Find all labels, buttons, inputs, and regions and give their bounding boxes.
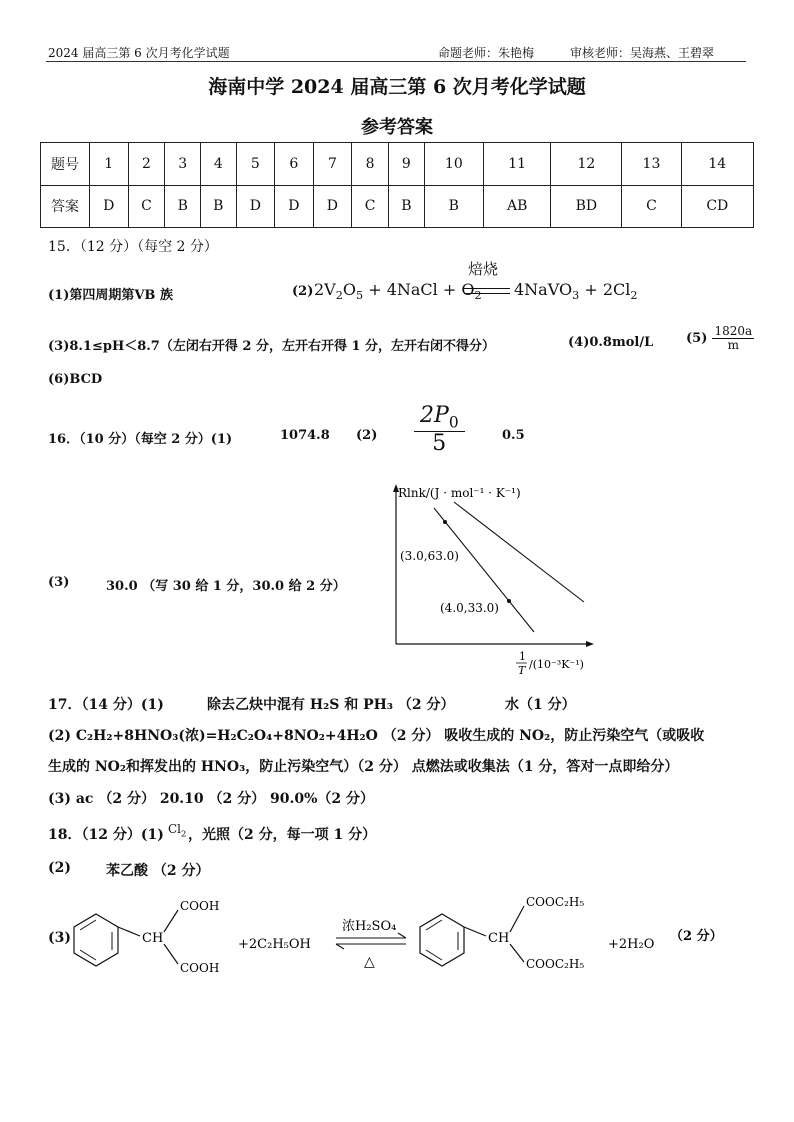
table-cell: C: [128, 185, 165, 228]
graph-point-2-label: (4.0,33.0): [440, 601, 499, 615]
graph-point-1: [443, 520, 447, 524]
graph-point-1-label: (3.0,63.0): [400, 549, 459, 563]
graph-x-label-den: T: [518, 664, 526, 676]
table-cell: 2: [128, 143, 165, 186]
table-cell: B: [389, 185, 425, 228]
table-answer-label: 答案: [41, 185, 90, 228]
table-cell: 3: [165, 143, 201, 186]
header-rule: [46, 61, 746, 62]
graph-x-arrow: [586, 641, 594, 647]
table-cell: B: [424, 185, 483, 228]
product-water: +2H₂O: [608, 937, 655, 952]
table-cell: 11: [483, 143, 550, 186]
table-cell: 5: [236, 143, 275, 186]
q15-answer-5-fraction: $\frac{1820a}{m}$: [714, 324, 753, 353]
graph-line-2: [454, 502, 584, 602]
graph-x-label-unit: /(10⁻³K⁻¹): [529, 658, 584, 671]
q15-equation-right: 4NaVO$_3$ + $2Cl_2$: [514, 280, 638, 303]
table-cell: 9: [389, 143, 425, 186]
q15-answer-4: (4)0.8mol/L: [568, 335, 654, 350]
q16-answer-2-fraction: $\frac{2P_0}{5}$: [414, 404, 465, 457]
product-bond-up: [510, 906, 524, 932]
table-row-answers: [41, 185, 754, 228]
table-cell: D: [236, 185, 275, 228]
table-header-label: 题号: [41, 143, 90, 186]
reactant-bond-up: [164, 910, 178, 932]
q18-answer-3-prefix: (3): [48, 930, 71, 946]
graph-x-label-num: 1: [519, 650, 526, 663]
product-bond-down: [510, 944, 524, 962]
table-cell: B: [165, 185, 201, 228]
q15-reaction-condition: 焙烧: [468, 260, 499, 278]
benzene-ring-reactant: [74, 914, 118, 966]
q15-heading: 15．（12 分）（每空 2 分）: [48, 239, 218, 255]
table-cell: 13: [622, 143, 681, 186]
q15-answer-6: (6)BCD: [48, 372, 103, 387]
q18-heading: 18．（12 分）(1): [48, 827, 164, 843]
q16-heading: 16．（10 分）（每空 2 分）(1): [48, 432, 233, 447]
table-cell: 1: [90, 143, 129, 186]
rlnk-graph: [380, 480, 610, 676]
table-cell: 12: [551, 143, 622, 186]
table-row-numbers: [41, 143, 754, 186]
reactant-ch: CH: [142, 931, 164, 946]
benzene-ring-product: [420, 914, 464, 966]
q15-answer-2-prefix: (2): [292, 284, 314, 299]
table-cell: 10: [424, 143, 483, 186]
q18-answer-3-score: （2 分）: [670, 929, 723, 944]
product-ester-top: COOC₂H₅: [526, 895, 585, 909]
q17-answer-2-cont: 生成的 NO₂和挥发出的 HNO₃，防止污染空气）（2 分） 点燃法或收集法（1 分，答对一点即给分）: [48, 759, 679, 775]
q16-answer-3-prefix: (3): [48, 575, 70, 590]
table-cell: C: [622, 185, 681, 228]
graph-point-2: [507, 599, 511, 603]
table-cell: AB: [483, 185, 550, 228]
header-author: 命题老师：朱艳梅: [438, 46, 535, 60]
q16-answer-1: 1074.8: [280, 428, 330, 443]
product-ch: CH: [488, 931, 510, 946]
q16-answer-2-prefix: (2): [356, 428, 378, 443]
table-cell: 6: [275, 143, 314, 186]
graph-y-label: Rlnk/(J · mol⁻¹ · K⁻¹): [398, 486, 521, 500]
q17-heading: 17．（14 分）(1): [48, 697, 164, 713]
q18-answer-1: ，光照（2 分，每一项 1 分）: [188, 827, 377, 843]
reactant-bond-ring: [118, 927, 140, 936]
table-cell: D: [90, 185, 129, 228]
reverse-arrow-head: [336, 944, 344, 949]
esterification-scheme: [60, 892, 750, 988]
forward-arrow-head: [398, 933, 406, 938]
q16-answer-3: 30.0 （写 30 给 1 分，30.0 给 2 分）: [106, 579, 346, 594]
table-cell: 7: [313, 143, 352, 186]
q15-answer-5: (5) $\frac{1820a}{m}$: [686, 324, 753, 353]
q15-answer-1: (1)第四周期第VB 族: [48, 288, 173, 303]
table-cell: 14: [681, 143, 753, 186]
q15-equals-sign: [464, 288, 510, 294]
table-cell: D: [313, 185, 352, 228]
q17-answer-1: 除去乙炔中混有 H₂S 和 PH₃ （2 分）: [207, 697, 455, 713]
page-title: 海南中学 2024 届高三第 6 次月考化学试题: [208, 76, 586, 98]
reagent-ethanol: +2C₂H₅OH: [238, 937, 311, 952]
q17-answer-1b: 水（1 分）: [505, 697, 576, 713]
q16-answer-2b: 0.5: [502, 428, 525, 443]
answer-table: [40, 142, 754, 228]
header-reviewer: 审核老师：吴海燕、王碧翠: [570, 46, 715, 60]
q18-answer-2-prefix: (2): [48, 860, 71, 876]
q15-equation: $2V_2O_5$ + 4NaCl + $O_2$: [314, 280, 482, 303]
reactant-cooh-bottom: COOH: [180, 961, 220, 975]
q18-answer-2: 苯乙酸 （2 分）: [106, 863, 210, 879]
product-bond-ring: [464, 927, 486, 936]
table-cell: CD: [681, 185, 753, 228]
table-cell: BD: [551, 185, 622, 228]
table-cell: B: [201, 185, 237, 228]
page-subtitle: 参考答案: [361, 117, 433, 138]
condition-heat: △: [364, 954, 375, 970]
q15-answer-3: (3)8.1≤pH＜8.7（左闭右开得 2 分，左开右开得 1 分，左开右闭不得分）: [48, 339, 496, 354]
header-left: 2024 届高三第 6 次月考化学试题: [48, 46, 230, 60]
q17-answer-2: (2) C₂H₂+8HNO₃(浓)=H₂C₂O₄+8NO₂+4H₂O （2 分） 吸收生成的 NO₂，防止污染空气（或吸收: [48, 728, 705, 744]
q18-reagent-cl2: $Cl_2$: [168, 822, 187, 839]
product-ester-bottom: COOC₂H₅: [526, 957, 585, 971]
table-cell: C: [352, 185, 389, 228]
reactant-bond-down: [164, 944, 178, 964]
reactant-cooh-top: COOH: [180, 899, 220, 913]
table-cell: 4: [201, 143, 237, 186]
condition-acid: 浓H₂SO₄: [342, 919, 397, 934]
q17-answer-3: (3) ac （2 分） 20.10 （2 分） 90.0%（2 分）: [48, 791, 375, 807]
table-cell: 8: [352, 143, 389, 186]
table-cell: D: [275, 185, 314, 228]
